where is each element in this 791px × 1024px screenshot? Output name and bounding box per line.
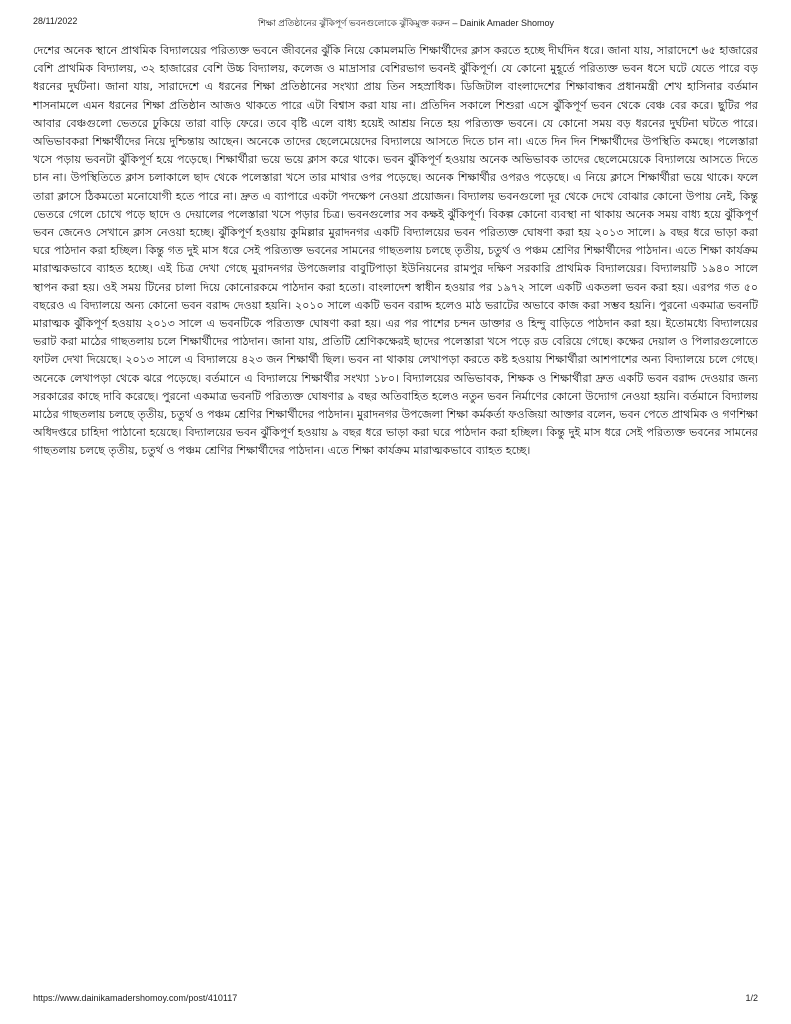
- page-number: 1/2: [745, 993, 758, 1003]
- article-body: দেশের অনেক স্থানে প্রাথমিক বিদ্যালয়ের পরিত্যক্ত ভবনে জীবনের ঝুঁকি নিয়ে কোমলমতি শিক্ষার্থীদের ক্লাস করতে হচ্ছে দীর্ঘদিন ধরে। জানা যায়, সারাদেশে ৬৫ হাজারের বেশি প্রাথমিক বিদ্যালয়, ৩২ হাজারের বেশি উচ্চ বিদ্যালয়, কলেজ ও মাদ্রাসার বেশিরভাগ ভবনই ঝুঁকিপূর্ণ। যে কোনো মুহূর্তে পরিত্যক্ত ভবন ধসে ঘটে যেতে পারে বড় ধরনের দুর্ঘটনা। জানা যায়, সারাদেশে এ ধরনের শিক্ষা প্রতিষ্ঠানের সংখ্যা প্রায় তিন সহস্রাধিক। ডিজিটাল বাংলাদেশের শিক্ষাবান্ধব প্রধানমন্ত্রী শেখ হাসিনার বর্তমান শাসনামলে এমন ধরনের শিক্ষা প্রতিষ্ঠান আজও থাকতে পারে এটা বিশ্বাস করা যায় না। প্রতিদিন সকালে শিশুরা এসে ঝুঁকিপূর্ণ ভবন থেকে বেঞ্চ বের করে। ছুটির পর আবার বেঞ্চগুলো ভেতরে ঢুকিয়ে তারা বাড়ি ফেরে। তবে বৃষ্টি এলে বাধ্য হয়েই আশ্রয় নিতে হয় পরিত্যক্ত ভবনে। যে কোনো সময় বড় ধরনের দুর্ঘটনা ঘটতে পারে। অভিভাবকরা শিক্ষার্থীদের নিয়ে দুশ্চিন্তায় আছেন। অনেকে তাদের ছেলেমেয়েদের বিদ্যালয়ে আসতে দিতে চান না। এতে দিন দিন শিক্ষার্থীদের উপস্থিতি কমছে। পলেস্তারা খসে পড়ায় ভবনটা ঝুঁকিপূর্ণ হয়ে পড়েছে। শিক্ষার্থীরা ভয়ে ভয়ে ক্লাস করে থাকে। ভবন ঝুঁকিপূর্ণ হওয়ায় অনেক অভিভাবক তাদের ছেলেমেয়েকে বিদ্যালয়ে আসতে দিতে চান না। উপস্থিতিতে ক্লাস চলাকালে ছাদ থেকে পলেস্তারা খসে তার মাথার ওপর পড়েছে। অনেক শিক্ষার্থীর ওপরও পড়েছে। এ নিয়ে ক্লাসে শিক্ষার্থীরা ভয়ে থাকে। ফলে তারা ক্লাসে ঠিকমতো মনোযোগী হতে পারে না। দ্রুত এ ব্যাপারে একটা পদক্ষেপ নেওয়া প্রয়োজন। বিদ্যালয় ভবনগুলো দূর থেকে দেখে বোঝার কোনো উপায় নেই, কিন্তু ভেতরে গেলে চোখে পড়ে ছাদে ও দেয়ালের পলেস্তারা খসে পড়ার চিত্র। ভবনগুলোর সব কক্ষই ঝুঁকিপূর্ণ। বিকল্প কোনো ব্যবস্থা না থাকায় অনেক সময় বাধ্য হয়ে ঝুঁকিপূর্ণ ভবন জেনেও সেখানে ক্লাস নেওয়া হচ্ছে। ঝুঁকিপূর্ণ হওয়ায় কুমিল্লার মুরাদনগর একটি বিদ্যালয়ের ভবন পরিত্যক্ত ঘোষণা করা হয় ২০১৩ সালে। ৯ বছর ধরে ভাড়া করা ঘরে পাঠদান করা হচ্ছিল। কিন্তু গত দুই মাস ধরে সেই পরিত্যক্ত ভবনের সামনের গাছতলায় চলছে তৃতীয়, চতুর্থ ও পঞ্চম শ্রেণির শিক্ষার্থীদের পাঠদান। এতে শিক্ষা কার্যক্রম মারাত্মকভাবে ব্যাহত হচ্ছে। এই চিত্র দেখা গেছে মুরাদনগর উপজেলার বাবুটিপাড়া ইউনিয়নের রামপুর দক্ষিণ সরকারি প্রাথমিক বিদ্যালয়ের। বিদ্যালয়টি ১৯৪০ সালে স্থাপন করা হয়। ওই সময় টিনের চালা দিয়ে কোনোরকমে পাঠদান করা হতো। বাংলাদেশ স্বাধীন হওয়ার পর ১৯৭২ সালে একটি একতলা ভবন করা হয়। এরপর গত ৫০ বছরেও এ বিদ্যালয়ে অন্য কোনো ভবন বরাদ্দ দেওয়া হয়নি। ২০১০ সালে একটি ভবন বরাদ্দ হলেও মাঠ ভরাটের অভাবে কাজ করা সম্ভব হয়নি। পুরনো একমাত্র ভবনটি মারাত্মক ঝুঁকিপূর্ণ হওয়ায় ২০১৩ সালে এ ভবনটিকে পরিত্যক্ত ঘোষণা করা হয়। এর পর পাশের চন্দন ডাক্তার ও হিন্দু বাড়িতে পাঠদান করা হয়। ইতোমধ্যে বিদ্যালয়ের ভরাট করা মাঠের গাছতলায় চলে শিক্ষার্থীদের পাঠদান। জানা যায়, প্রতিটি শ্রেণিকক্ষেরই ছাদের পলেস্তারা খসে পড়ে রড বেরিয়ে গেছে। কক্ষের দেয়াল ও পিলারগুলোতে ফাটল দেখা দিয়েছে। ২০১৩ সালে এ বিদ্যালয়ে ৪২৩ জন শিক্ষার্থী ছিল। ভবন না থাকায় লেখাপড়া করতে কষ্ট হওয়ায় শিক্ষার্থীরা আশপাশের অন্য বিদ্যালয়ে চলে গেছে। অনেকে লেখাপড়া থেকে ঝরে পড়েছে। বর্তমানে এ বিদ্যালয়ে শিক্ষার্থীর সংখ্যা ১৮০। বিদ্যালয়ের অভিভাবক, শিক্ষক ও শিক্ষার্থীরা দ্রুত একটি ভবন বরাদ্দ দেওয়ার জন্য সরকারের কাছে দাবি করেছে। পুরনো একমাত্র ভবনটি পরিত্যক্ত ঘোষণার ৯ বছর অতিবাহিত হলেও নতুন ভবন নির্মাণের কোনো উদ্যোগ নেওয়া হয়নি। বর্তমানে বিদ্যালয় মাঠের গাছতলায় চলছে তৃতীয়, চতুর্থ ও পঞ্চম শ্রেণির শিক্ষার্থীদের পাঠদান। মুরাদনগর উপজেলা শিক্ষা কর্মকর্তা ফওজিয়া আক্তার বলেন, ভবন পেতে প্রাথমিক ও গণশিক্ষা অধিদপ্তরে চাহিদা পাঠানো হয়েছে। বিদ্যালয়ের ভবন ঝুঁকিপূর্ণ হওয়ায় ৯ বছর ধরে ভাড়া করা ঘরে পাঠদান করা হচ্ছিল। কিন্তু দুই মাস ধরে সেই পরিত্যক্ত ভবনের সামনের গাছতলায় চলছে তৃতীয়, চতুর্থ ও পঞ্চম শ্রেণির শিক্ষার্থীদের পাঠদান। এতে শিক্ষা কার্যক্রম মারাত্মকভাবে ব্যাহত হচ্ছে।: [33, 44, 758, 458]
- article-container: [33, 42, 758, 642]
- footer-url: https://www.dainikamadershomoy.com/post/410117: [33, 993, 238, 1003]
- print-date: 28/11/2022: [33, 16, 78, 26]
- page-title: শিক্ষা প্রতিষ্ঠানের ঝুঁকিপূর্ণ ভবনগুলোকে ঝুঁকিমুক্ত করুন – Dainik Amader Shomoy: [258, 18, 554, 28]
